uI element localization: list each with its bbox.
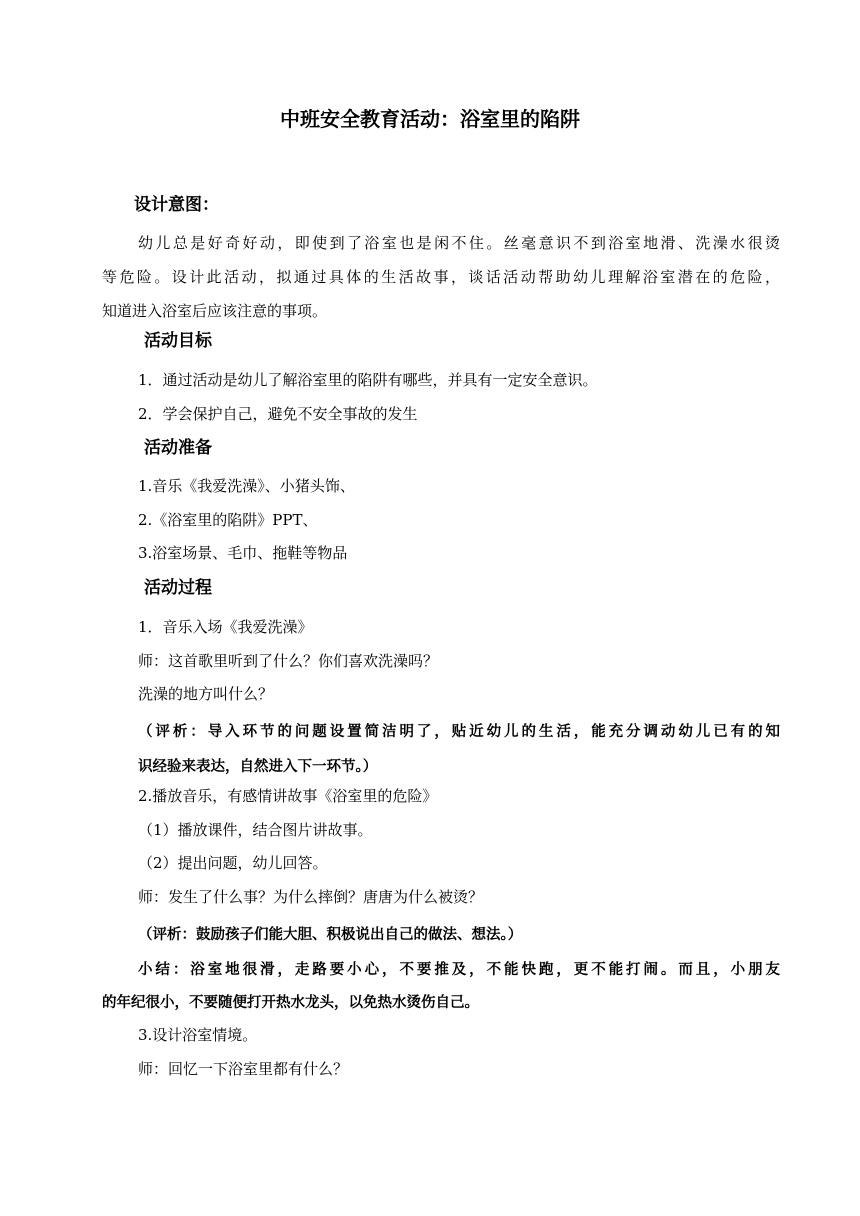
design-intent-line-1: 幼儿总是好奇好动，即使到了浴室也是闲不住。丝毫意识不到浴室地滑、洗澡水很烫 <box>138 234 780 252</box>
process-question-2: 洗澡的地方叫什么？ <box>138 685 274 703</box>
process-step-2-1: （1）播放课件，结合图片讲故事。 <box>138 821 373 839</box>
design-intent-line-3: 知道进入浴室后应该注意的事项。 <box>102 302 328 320</box>
summary-line-1: 小结：浴室地很滑，走路要小心，不要推及，不能快跑，更不能打闹。而且，小朋友 <box>138 962 780 978</box>
prep-heading: 活动准备 <box>144 438 212 458</box>
process-question-4: 师：回忆一下浴室里都有什么？ <box>138 1060 349 1078</box>
prep-item-1: 1.音乐《我爱洗澡》、小猪头饰、 <box>138 477 355 495</box>
goal-item-1: 1．通过活动是幼儿了解浴室里的陷阱有哪些，并具有一定安全意识。 <box>138 371 598 389</box>
summary-line-2: 的年纪很小，不要随便打开热水龙头，以免热水烫伤自己。 <box>102 995 479 1011</box>
comment-1-line-1: （评析：导入环节的问题设置简洁明了，贴近幼儿的生活，能充分调动幼儿已有的知 <box>138 724 780 740</box>
design-intent-heading: 设计意图： <box>134 195 219 215</box>
goals-heading: 活动目标 <box>144 331 212 351</box>
prep-item-3: 3.浴室场景、毛巾、拖鞋等物品 <box>138 544 348 562</box>
process-question-3: 师：发生了什么事？为什么摔倒？唐唐为什么被烫？ <box>138 888 484 906</box>
design-intent-line-2: 等危险。设计此活动，拟通过具体的生活故事，谈话活动帮助幼儿理解浴室潜在的危险， <box>102 268 780 286</box>
comment-1-line-2: 识经验来表达，自然进入下一环节。） <box>138 759 378 775</box>
document-title: 中班安全教育活动：浴室里的陷阱 <box>280 107 580 131</box>
process-heading: 活动过程 <box>144 578 212 598</box>
process-question-1: 师：这首歌里听到了什么？你们喜欢洗澡吗？ <box>138 652 439 670</box>
process-step-3: 3.设计浴室情境。 <box>138 1026 258 1044</box>
process-step-2-2: （2）提出问题，幼儿回答。 <box>138 854 328 872</box>
prep-item-2: 2.《浴室里的陷阱》PPT、 <box>138 511 318 529</box>
process-step-2: 2.播放音乐，有感情讲故事《浴室里的危险》 <box>138 787 438 805</box>
goal-item-2: 2．学会保护自己，避免不安全事故的发生 <box>138 405 418 423</box>
comment-2: （评析：鼓励孩子们能大胆、积极说出自己的做法、想法。） <box>138 927 523 943</box>
process-step-1: 1．音乐入场《我爱洗澡》 <box>138 618 313 636</box>
